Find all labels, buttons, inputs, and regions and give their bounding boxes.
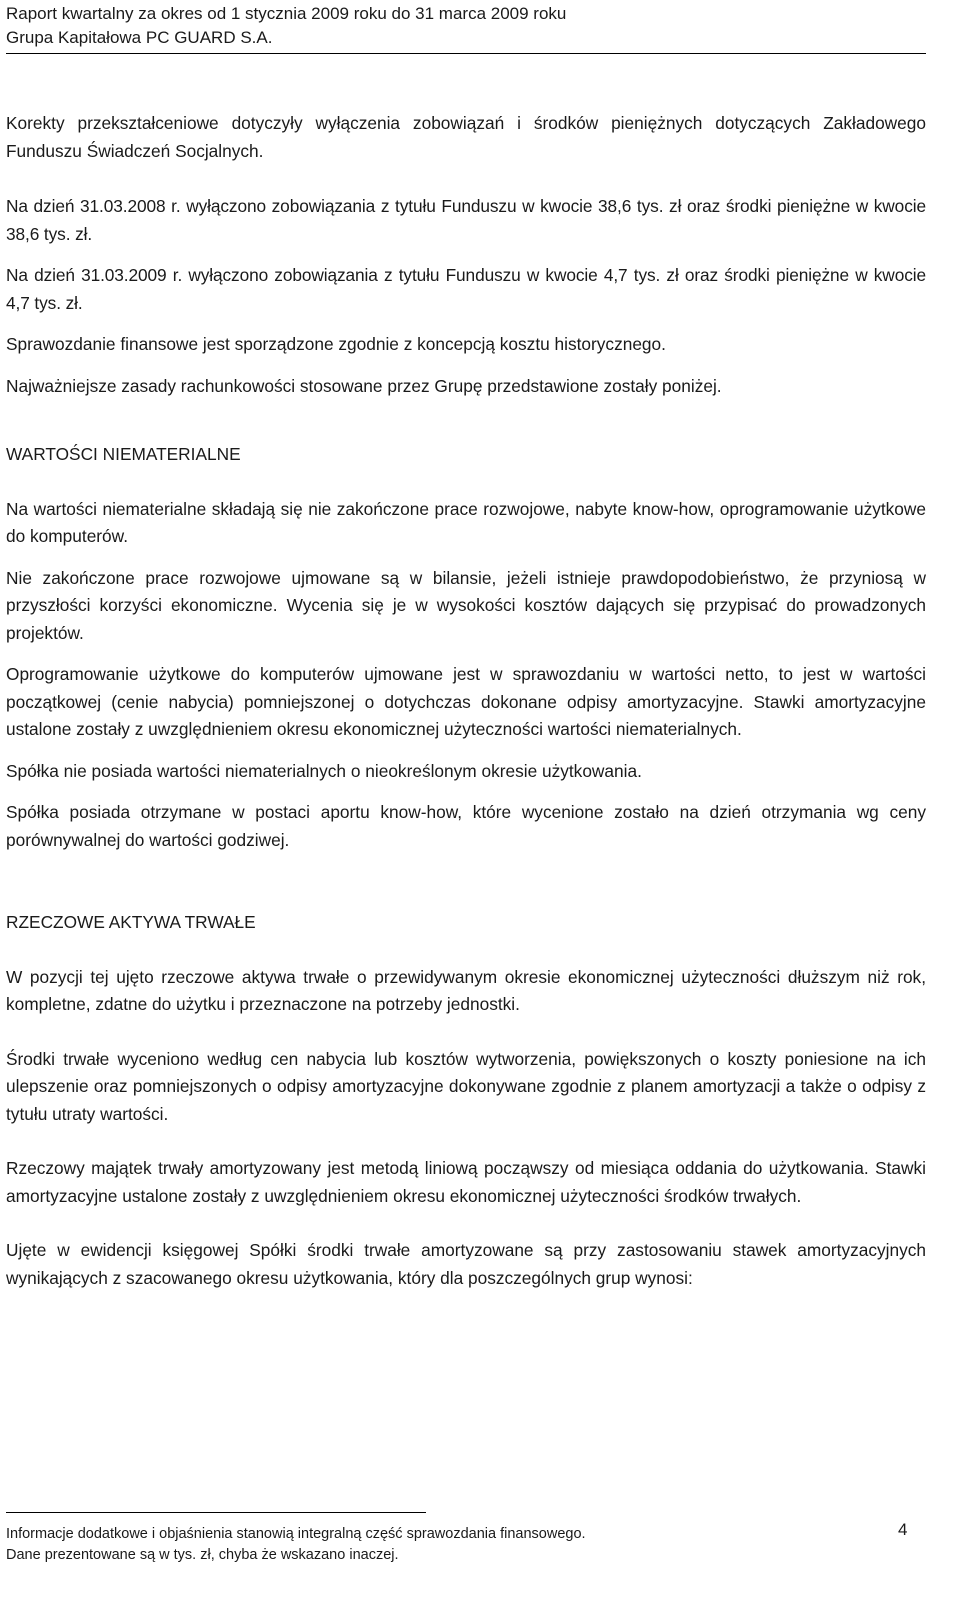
paragraph-depreciation-rates: Ujęte w ewidencji księgowej Spółki środki trwałe amortyzowane są przy zastosowaniu stawek amortyzacyjnych wynikających z szacowanego okresu użytkowania, który dla poszczególnych grup wynosi: <box>6 1240 926 1288</box>
header-divider <box>6 53 926 54</box>
paragraph-software: Oprogramowanie użytkowe do komputerów ujmowane jest w sprawozdaniu w wartości netto, to jest w wartości początkowej (cenie nabycia) pomniejszonej o dotychczas dokonane odpisy amortyzacyjne. Stawki amortyzacyjne ustalone zostały z uwzględnieniem okresu ekonomicznej użyteczności wartości niematerialnych. <box>6 664 926 739</box>
document-body <box>6 110 926 1292</box>
section-heading-intangibles: WARTOŚCI NIEMATERIALNE <box>6 444 241 464</box>
paragraph-know-how: Spółka posiada otrzymane w postaci aportu know-how, które wycenione zostało na dzień otrzymania wg ceny porównywalnej do wartości godziwej. <box>6 802 926 850</box>
paragraph-fixed-assets-definition: W pozycji tej ujęto rzeczowe aktywa trwałe o przewidywanym okresie ekonomicznej użyteczności dłuższym niż rok, kompletne, zdatne do użytku i przeznaczone na potrzeby jednostki. <box>6 966 926 1014</box>
company-name: Grupa Kapitałowa PC GUARD S.A. <box>6 28 273 47</box>
paragraph-2009-exclusion: Na dzień 31.03.2009 r. wyłączono zobowiązania z tytułu Funduszu w kwocie 4,7 tys. zł oraz środki pieniężne w kwocie 4,7 tys. zł. <box>6 265 926 313</box>
paragraph-development-works: Nie zakończone prace rozwojowe ujmowane są w bilansie, jeżeli istnieje prawdopodobieństwo, że przyniosą w przyszłości korzyści ekonomiczne. Wycenia się je w wysokości kosztów dających się przypisać do prowadzonych projektów. <box>6 567 926 643</box>
paragraph-accounting-principles: Najważniejsze zasady rachunkowości stosowane przez Grupę przedstawione zostały poniżej. <box>6 375 722 396</box>
footer-note-units: Dane prezentowane są w tys. zł, chyba że wskazano inaczej. <box>6 1547 399 1563</box>
footer-note-integral: Informacje dodatkowe i objaśnienia stanowią integralną część sprawozdania finansowego. <box>6 1526 586 1542</box>
paragraph-2008-exclusion: Na dzień 31.03.2008 r. wyłączono zobowiązania z tytułu Funduszu w kwocie 38,6 tys. zł oraz środki pieniężne w kwocie 38,6 tys. zł. <box>6 196 926 244</box>
footer-divider <box>6 1512 426 1513</box>
page-footer <box>6 1524 706 1566</box>
paragraph-intangibles-definition: Na wartości niematerialne składają się nie zakończone prace rozwojowe, nabyte know-how, oprogramowanie użytkowe do komputerów. <box>6 498 926 546</box>
paragraph-fixed-assets-valuation: Środki trwałe wyceniono według cen nabycia lub kosztów wytworzenia, powiększonych o koszty poniesione na ich ulepszenie oraz pomniejszonych o odpisy amortyzacyjne dokonywane zgodnie z planem amortyzacji a także o odpisy z tytułu utraty wartości. <box>6 1048 926 1124</box>
page-number: 4 <box>898 1520 908 1539</box>
paragraph-corrections: Korekty przekształceniowe dotyczyły wyłączenia zobowiązań i środków pieniężnych dotyczących Zakładowego Funduszu Świadczeń Socjalnych. <box>6 113 926 161</box>
section-heading-fixed-assets: RZECZOWE AKTYWA TRWAŁE <box>6 912 256 932</box>
paragraph-indefinite-life: Spółka nie posiada wartości niematerialnych o nieokreślonym okresie użytkowania. <box>6 760 642 781</box>
paragraph-historical-cost: Sprawozdanie finansowe jest sporządzone zgodnie z koncepcją kosztu historycznego. <box>6 334 666 354</box>
report-title: Raport kwartalny za okres od 1 stycznia 2009 roku do 31 marca 2009 roku <box>6 4 567 23</box>
page-header <box>6 2 926 50</box>
paragraph-depreciation-method: Rzeczowy majątek trwały amortyzowany jest metodą liniową począwszy od miesiąca oddania do użytkowania. Stawki amortyzacyjne ustalone zostały z uwzględnieniem okresu ekonomicznej użyteczności środków trwałych. <box>6 1158 926 1206</box>
